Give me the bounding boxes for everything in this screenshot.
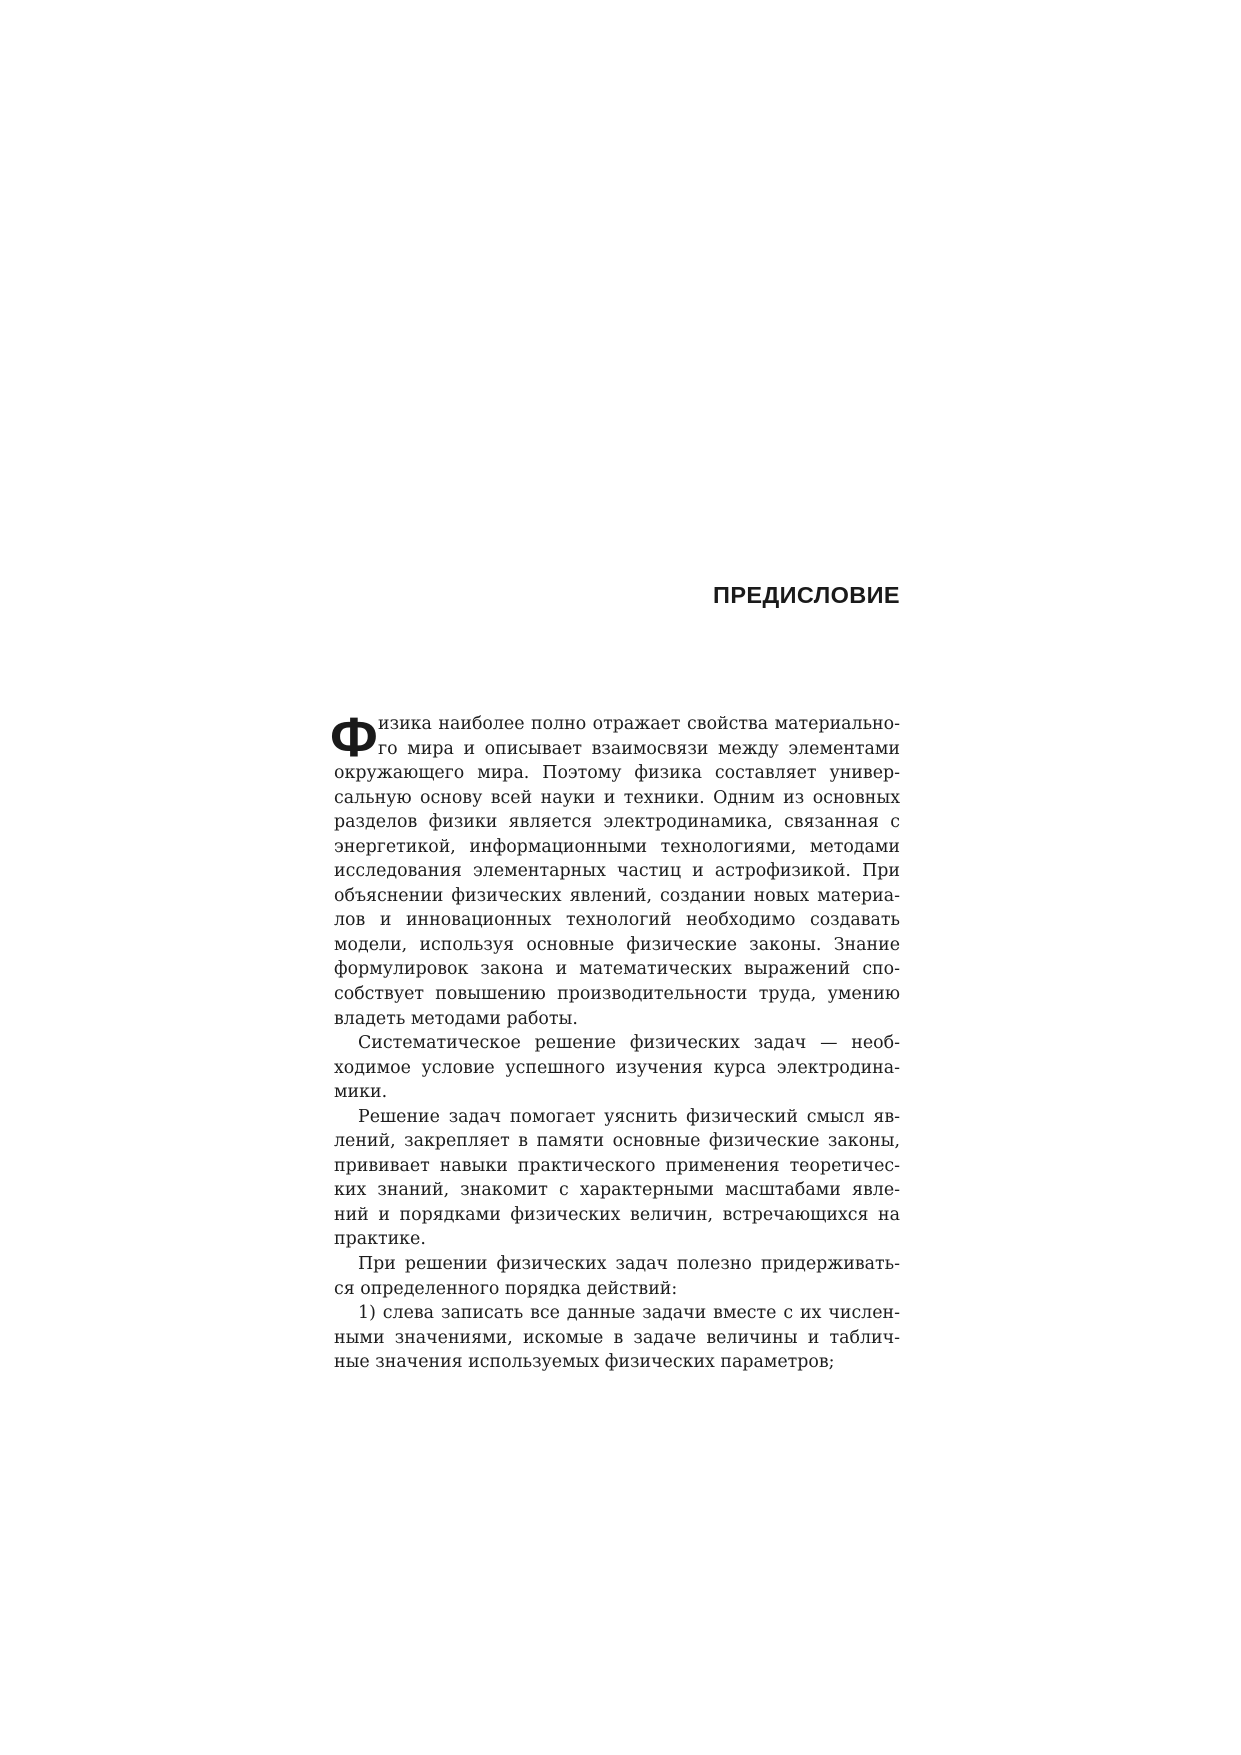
text-line: ся определенного порядка действий: [334,1278,678,1299]
text-line: Решение задач помогает уяснить физический смысл яв- [358,1106,900,1127]
text-line: 1) слева записать все данные задачи вместе с их числен- [358,1303,900,1324]
text-line: изика наиболее полно отражает свойства материально- [378,714,900,734]
text-line: го мира и описывает взаимосвязи между элементами [378,738,900,759]
text-line: прививает навыки практического применения теоретичес- [334,1155,900,1176]
text-line: лений, закрепляет в памяти основные физические законы, [334,1131,900,1152]
text-line: объяснении физических явлений, создании новых материа- [334,885,900,906]
text-line: При решении физических задач полезно придерживать- [358,1254,900,1275]
text-line: ные значения используемых физических параметров; [334,1352,835,1373]
text-line: ходимое условие успешного изучения курса электродина- [334,1057,900,1078]
text-line: собствует повышению производительности труда, умению [334,984,900,1005]
text-line: ными значениями, искомые в задаче величины и таблич- [334,1327,900,1348]
text-line: разделов физики является электродинамика, связанная с [334,812,900,833]
text-line: модели, используя основные физические законы. Знание [334,934,900,955]
text-line: формулировок закона и математических выражений спо- [334,959,900,980]
drop-cap: Ф [330,705,378,768]
text-line: ких знаний, знакомит с характерными масштабами явле- [334,1180,900,1201]
text-line: сальную основу всей науки и техники. Одним из основных [334,787,900,808]
text-line: ний и порядками физических величин, встречающихся на [334,1204,900,1225]
text-line: мики. [334,1082,388,1103]
body-text [330,705,900,1375]
text-line: исследования элементарных частиц и астрофизикой. При [334,861,900,882]
text-line: окружающего мира. Поэтому физика составляет универ- [334,763,900,784]
text-line: Систематическое решение физических задач — необ- [358,1033,900,1054]
text-line: лов и инновационных технологий необходимо создавать [334,910,900,931]
text-line: владеть методами работы. [334,1008,578,1029]
text-line: энергетикой, информационными технологиями, методами [334,836,900,857]
text-line: практике. [334,1229,426,1250]
page-title: ПРЕДИСЛОВИЕ [713,582,900,608]
